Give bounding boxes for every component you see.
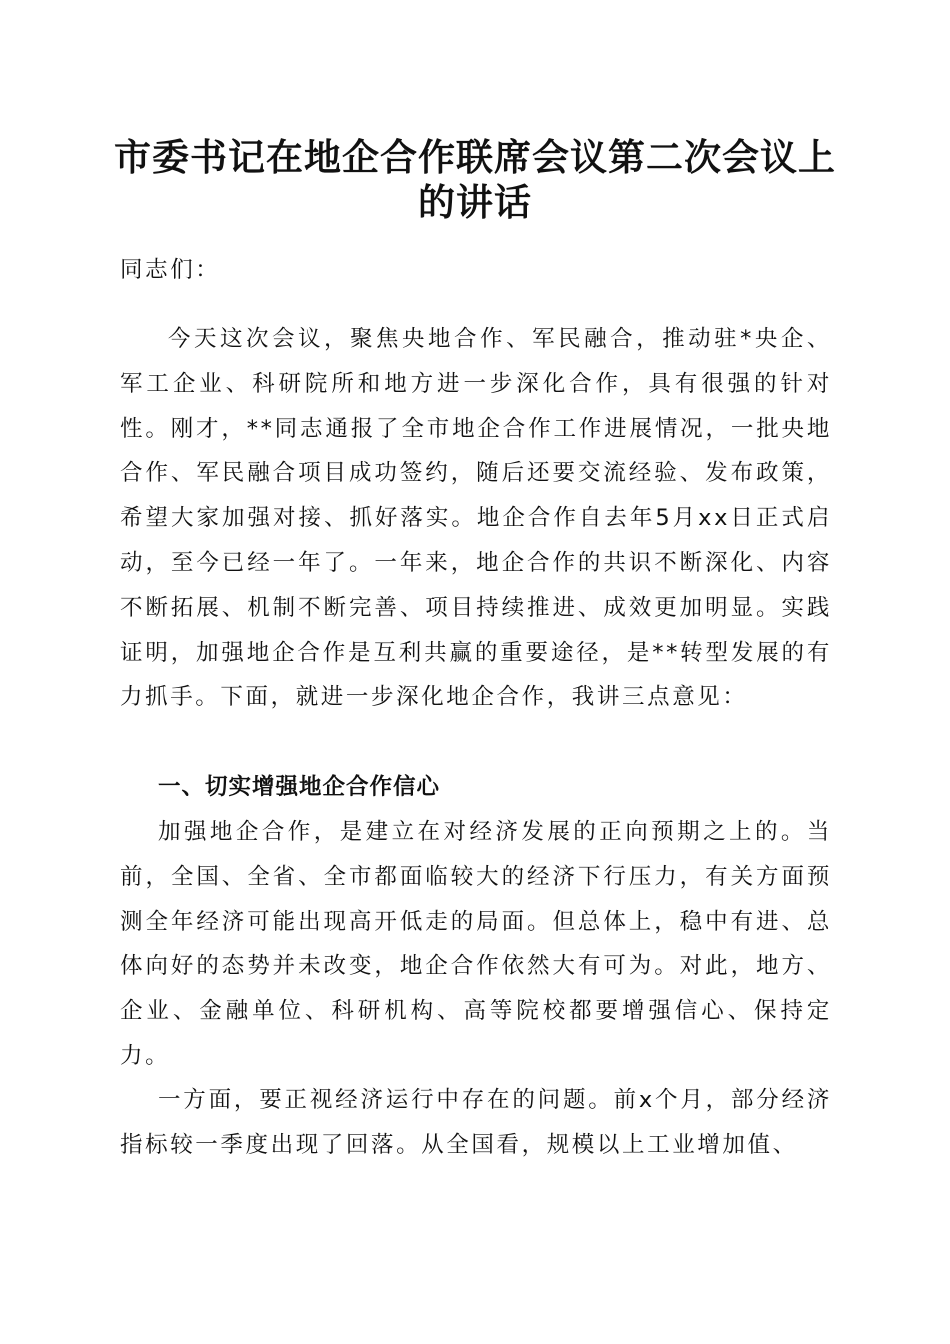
document-title: 市委书记在地企合作联席会议第二次会议上的讲话 xyxy=(114,135,836,224)
salutation: 同志们： xyxy=(120,257,221,283)
section-heading: 一、切实增强地企合作信心 xyxy=(158,774,441,800)
section-paragraph: 一方面，要正视经济运行中存在的问题。前x个月，部分经济指标较一季度出现了回落。从全国看，规模以上工业增加值、 xyxy=(120,1087,832,1158)
intro-paragraph: 今天这次会议，聚焦央地合作、军民融合，推动驻*央企、军工企业、科研院所和地方进一步深化合作，具有很强的针对性。刚才，**同志通报了全市地企合作工作进展情况，一批央地合作、军民融合项目成功签约，随后还要交流经验、发布政策，希望大家加强对接、抓好落实。地企合作自去年5月xx日正式启动，至今已经一年了。一年来，地企合作的共识不断深化、内容不断拓展、机制不断完善、项目持续推进、成效更加明显。实践证明，加强地企合作是互利共赢的重要途径，是**转型发展的有力抓手。下面，就进一步深化地企合作，我讲三点意见： xyxy=(120,326,832,711)
section-paragraph: 加强地企合作，是建立在对经济发展的正向预期之上的。当前，全国、全省、全市都面临较大的经济下行压力，有关方面预测全年经济可能出现高开低走的局面。但总体上，稳中有进、总体向好的态势并未改变，地企合作依然大有可为。对此，地方、企业、金融单位、科研机构、高等院校都要增强信心、保持定力。 xyxy=(120,819,832,1069)
